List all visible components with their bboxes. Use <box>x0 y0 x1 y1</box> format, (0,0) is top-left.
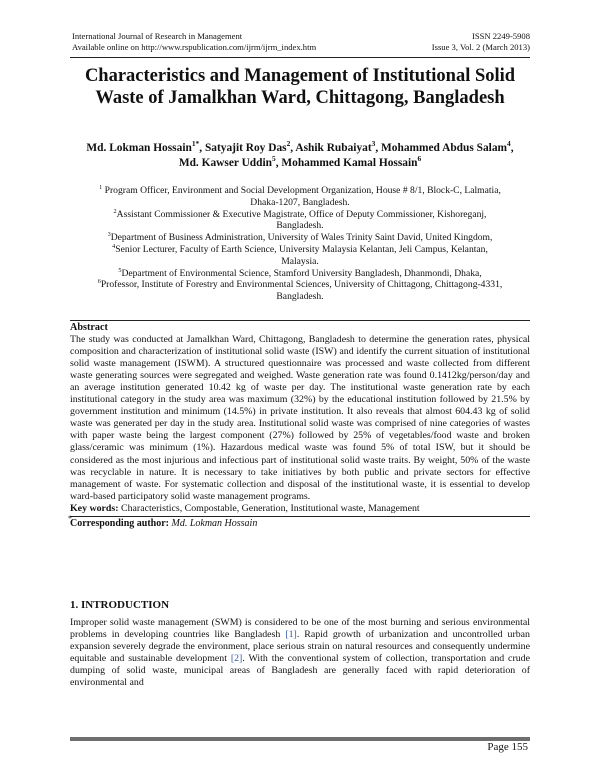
introduction-paragraph <box>70 617 530 690</box>
affiliation-text: Bangladesh. <box>276 220 324 232</box>
citation-link[interactable]: [2] <box>230 653 243 665</box>
author-separator: , <box>275 157 282 169</box>
running-header <box>72 31 530 53</box>
keywords-text: Characteristics, Compostable, Generation, Institutional waste, Management <box>118 502 420 514</box>
affiliation <box>66 279 534 303</box>
affiliation-sup: 4 <box>112 242 116 250</box>
affiliation-text: Professor, Institute of Forestry and Environmental Sciences, University of Chittagong, Chittagong-4331, <box>100 279 503 291</box>
author-line-2 <box>60 156 540 171</box>
header-rule <box>70 57 530 58</box>
author-sup: 2 <box>286 139 291 149</box>
issn: ISSN 2249-5908 <box>471 31 530 41</box>
author-name: Mohammed Kamal Hossain <box>281 157 418 169</box>
keywords-label: Key words: <box>70 502 119 514</box>
author-name: Ashik Rubaiyat <box>295 142 372 154</box>
corresponding-author <box>68 513 530 530</box>
affiliation <box>66 268 534 280</box>
journal-name: International Journal of Research in Management <box>72 31 243 41</box>
affiliation-sup: 1 <box>99 183 103 191</box>
paper-title <box>60 65 540 109</box>
affiliation-sup: 5 <box>118 266 122 274</box>
affiliation-text: Assistant Commissioner & Executive Magistrate, Office of Deputy Commissioner, Kishoreganj, <box>116 208 487 220</box>
intro-text: . With the conventional system of collection, transportation and crude dumping of solid waste, municipal areas of Bangladesh are generally faced with rapid deterioration of environmental and <box>70 653 530 689</box>
page-number: Page 155 <box>487 741 528 753</box>
author-sup: 4 <box>507 139 511 149</box>
affiliation-text: Department of Environmental Science, Stamford University Bangladesh, Dhanmondi, Dhaka, <box>121 267 482 279</box>
author-sup: 6 <box>417 154 422 164</box>
section-heading-introduction: 1. INTRODUCTION <box>70 599 170 611</box>
author-separator: , <box>375 142 382 154</box>
affiliation-text: Bangladesh. <box>276 291 324 303</box>
affiliation-text: Dhaka-1207, Bangladesh. <box>250 196 350 208</box>
abstract-block <box>70 320 530 530</box>
affiliations <box>66 185 534 303</box>
keywords <box>70 503 530 515</box>
author-sup: 3 <box>371 139 376 149</box>
author-line-1 <box>60 141 540 156</box>
intro-text: Improper solid waste management (SWM) is considered to be one of the most burning and serious environmental problems in developing countries like Bangladesh <box>70 617 530 641</box>
author-sup: 5 <box>271 154 276 164</box>
issue-info: Issue 3, Vol. 2 (March 2013) <box>431 42 530 52</box>
affiliation-text: Senior Lecturer, Faculty of Earth Science, University Malaysia Kelantan, Jeli Campus, Kelantan, <box>115 243 488 255</box>
footer-rule <box>70 737 530 741</box>
affiliation-text: Program Officer, Environment and Social Development Organization, House # 8/1, Block-C, Lalmatia, <box>102 185 501 196</box>
corresponding-star: * <box>68 513 72 523</box>
title-line-2: Waste of Jamalkhan Ward, Chittagong, Bangladesh <box>95 88 505 108</box>
author-list <box>60 141 540 171</box>
title-line-1: Characteristics and Management of Institutional Solid <box>84 66 516 86</box>
affiliation-text: Malaysia. <box>281 255 319 267</box>
author-separator: , <box>510 142 514 154</box>
affiliation <box>66 232 534 244</box>
author-sup: 1* <box>191 139 200 149</box>
author-name: Mohammed Abdus Salam <box>381 142 507 154</box>
affiliation <box>66 244 534 268</box>
author-separator: , <box>199 142 205 154</box>
affiliation <box>66 209 534 233</box>
affiliation-sup: 2 <box>113 207 117 215</box>
corresponding-name: Md. Lokman Hossain <box>169 517 258 529</box>
affiliation <box>66 185 534 209</box>
author-name: Md. Lokman Hossain <box>86 142 192 154</box>
author-name: Md. Kawser Uddin <box>178 157 272 169</box>
citation-link[interactable]: [1] <box>285 629 297 641</box>
author-name: Satyajit Roy Das <box>204 142 287 154</box>
author-separator: , <box>290 142 296 154</box>
affiliation-text: Department of Business Administration, University of Wales Trinity Saint David, United Kingdom, <box>110 232 493 244</box>
affiliation-sup: 3 <box>107 231 111 238</box>
journal-url[interactable]: Available online on http://www.rspublication.com/ijrm/ijrm_index.htm <box>72 42 317 52</box>
corresponding-label: Corresponding author: <box>70 517 169 529</box>
affiliation-sup: 6 <box>97 278 101 286</box>
abstract-heading: Abstract <box>70 322 108 333</box>
intro-text: . Rapid growth of urbanization and uncontrolled urban expansion severely degrade the environment, place serious strain on natural resources and consequently undermine equitable and sustainable development <box>70 629 530 665</box>
abstract-text: The study was conducted at Jamalkhan Ward, Chittagong, Bangladesh to determine the generation rates, physical composition and characterization of institutional solid waste (ISW) and identify the current situation of institutional solid waste management (ISWM). A structured questionnaire was processed and waste collected from different waste generating sources were segregated and weighed. Waste generation rate was found 0.1412kg/person/day and an average institution generated 10.42 kg of waste per day. The institutional waste generation rate by each institutional category in the study area was maximum (32%) by the educational institution followed by 21.5% by government institution and minimum (14.5%) in private institution. It also reveals that almost 604.43 kg of solid waste was generated per day in the study area. Institutional solid waste was comprised of nine categories of wastes with paper waste being the largest component (27%) followed by 25% of vegetables/food waste and broken glass/ceramic was minimum (1%). Hazardous medical waste was found 5% of total ISW, but it should be considered as the most injurious and infectious part of institutional solid waste traits. By weight, 50% of the waste was recyclable in nature. It is necessary to take initiatives by both public and private sectors for effective management of waste. For systematic collection and disposal of the institutional waste, it is essential to develop ward-based participatory solid waste management programs. <box>70 334 530 502</box>
